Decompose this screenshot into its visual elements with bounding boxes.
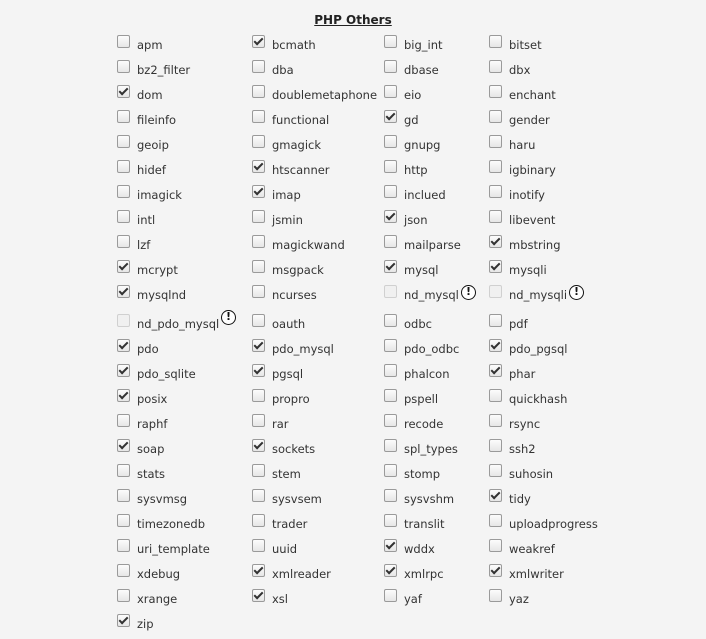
checkbox[interactable] xyxy=(489,314,502,327)
checkbox-label: ssh2 xyxy=(509,442,536,456)
checkbox-label: rar xyxy=(272,417,289,431)
checkbox-label: fileinfo xyxy=(137,113,177,127)
checkbox-label: imap xyxy=(272,188,301,202)
checkbox[interactable] xyxy=(384,185,397,198)
checkbox-label: raphf xyxy=(137,417,168,431)
checkbox[interactable] xyxy=(384,414,397,427)
checkbox-label: htscanner xyxy=(272,163,330,177)
checkbox[interactable] xyxy=(384,235,397,248)
checkbox-label: phalcon xyxy=(404,367,450,381)
checkbox-label: apm xyxy=(137,38,163,52)
checkbox[interactable] xyxy=(384,564,397,577)
checkbox[interactable] xyxy=(489,389,502,402)
checkbox[interactable] xyxy=(117,614,130,627)
checkbox-label: libevent xyxy=(509,213,556,227)
checkbox[interactable] xyxy=(384,314,397,327)
checkbox-label: dom xyxy=(137,88,163,102)
checkbox[interactable] xyxy=(489,210,502,223)
checkbox-label: xsl xyxy=(272,592,288,606)
checkbox-label: spl_types xyxy=(404,442,458,456)
checkbox-label: ncurses xyxy=(272,288,317,302)
checkbox[interactable] xyxy=(252,439,265,452)
checkbox-label: xdebug xyxy=(137,567,181,581)
checkbox-label: intl xyxy=(137,213,156,227)
checkbox[interactable] xyxy=(252,314,265,327)
checkbox[interactable] xyxy=(252,160,265,173)
checkbox-label: mysql xyxy=(404,263,439,277)
checkbox-label: odbc xyxy=(404,317,432,331)
checkbox[interactable] xyxy=(117,60,130,73)
warning-icon: ! xyxy=(461,285,476,300)
checkbox[interactable] xyxy=(489,439,502,452)
checkbox-label: mbstring xyxy=(509,238,561,252)
checkbox-label: dbase xyxy=(404,63,439,77)
checkbox-label: pdo_sqlite xyxy=(137,367,196,381)
checkbox[interactable] xyxy=(117,539,130,552)
checkbox-label: dba xyxy=(272,63,294,77)
checkbox[interactable] xyxy=(252,60,265,73)
checkbox[interactable] xyxy=(489,539,502,552)
checkbox[interactable] xyxy=(384,260,397,273)
checkbox-label: suhosin xyxy=(509,467,554,481)
checkbox-label: bcmath xyxy=(272,38,316,52)
checkbox-label: weakref xyxy=(509,542,555,556)
checkbox-label: translit xyxy=(404,517,445,531)
checkbox-label: wddx xyxy=(404,542,435,556)
checkbox[interactable] xyxy=(117,235,130,248)
checkbox[interactable] xyxy=(117,489,130,502)
checkbox-label: oauth xyxy=(272,317,306,331)
checkbox[interactable] xyxy=(117,439,130,452)
checkbox[interactable] xyxy=(252,35,265,48)
checkbox-label: sysvshm xyxy=(404,492,455,506)
checkbox-label: rsync xyxy=(509,417,541,431)
checkbox[interactable] xyxy=(384,439,397,452)
checkbox[interactable] xyxy=(489,339,502,352)
checkbox xyxy=(384,285,397,298)
checkbox-label: jsmin xyxy=(272,213,303,227)
checkbox-label: pdf xyxy=(509,317,528,331)
checkbox-label: stats xyxy=(137,467,166,481)
checkbox-label: dbx xyxy=(509,63,531,77)
checkbox[interactable] xyxy=(384,85,397,98)
checkbox[interactable] xyxy=(384,60,397,73)
checkbox-label: pdo xyxy=(137,342,159,356)
checkbox[interactable] xyxy=(252,489,265,502)
checkbox-label: mailparse xyxy=(404,238,461,252)
checkbox[interactable] xyxy=(252,514,265,527)
checkbox[interactable] xyxy=(384,135,397,148)
checkbox[interactable] xyxy=(117,185,130,198)
checkbox-label: uuid xyxy=(272,542,298,556)
checkbox xyxy=(117,314,130,327)
checkbox-label: pdo_odbc xyxy=(404,342,460,356)
checkbox-label: pspell xyxy=(404,392,439,406)
checkbox[interactable] xyxy=(252,389,265,402)
checkbox[interactable] xyxy=(489,564,502,577)
checkbox[interactable] xyxy=(117,589,130,602)
checkbox-label: yaz xyxy=(509,592,529,606)
checkbox-label: phar xyxy=(509,367,536,381)
checkbox[interactable] xyxy=(252,364,265,377)
checkbox-label: hidef xyxy=(137,163,166,177)
checkbox-label: doublemetaphone xyxy=(272,88,378,102)
checkbox-label: json xyxy=(404,213,428,227)
checkbox[interactable] xyxy=(117,135,130,148)
checkbox[interactable] xyxy=(489,185,502,198)
checkbox[interactable] xyxy=(489,35,502,48)
checkbox-label: gnupg xyxy=(404,138,441,152)
checkbox-label: inclued xyxy=(404,188,446,202)
checkbox[interactable] xyxy=(489,60,502,73)
checkbox-label: geoip xyxy=(137,138,169,152)
checkbox[interactable] xyxy=(489,235,502,248)
checkbox-label: igbinary xyxy=(509,163,556,177)
checkbox-label: nd_mysql xyxy=(404,288,459,302)
checkbox-label: tidy xyxy=(509,492,531,506)
checkbox[interactable] xyxy=(384,364,397,377)
checkbox[interactable] xyxy=(489,364,502,377)
checkbox-label: haru xyxy=(509,138,536,152)
checkbox[interactable] xyxy=(489,110,502,123)
checkbox[interactable] xyxy=(117,110,130,123)
checkbox-label: bitset xyxy=(509,38,542,52)
checkbox-label: xmlwriter xyxy=(509,567,564,581)
checkbox-label: uploadprogress xyxy=(509,517,598,531)
checkbox-label: yaf xyxy=(404,592,422,606)
checkbox[interactable] xyxy=(384,539,397,552)
warning-icon: ! xyxy=(221,310,236,325)
checkbox[interactable] xyxy=(117,564,130,577)
checkbox[interactable] xyxy=(384,389,397,402)
checkbox[interactable] xyxy=(252,135,265,148)
checkbox[interactable] xyxy=(384,110,397,123)
checkbox[interactable] xyxy=(489,85,502,98)
checkbox-label: gender xyxy=(509,113,550,127)
checkbox[interactable] xyxy=(384,464,397,477)
checkbox-label: mysqli xyxy=(509,263,547,277)
checkbox[interactable] xyxy=(252,564,265,577)
checkbox[interactable] xyxy=(117,260,130,273)
checkbox[interactable] xyxy=(117,160,130,173)
checkbox-label: zip xyxy=(137,617,154,631)
checkbox[interactable] xyxy=(117,35,130,48)
checkbox[interactable] xyxy=(117,285,130,298)
checkbox[interactable] xyxy=(117,210,130,223)
checkbox-label: magickwand xyxy=(272,238,345,252)
checkbox[interactable] xyxy=(252,185,265,198)
checkbox[interactable] xyxy=(252,260,265,273)
checkbox-label: propro xyxy=(272,392,310,406)
checkbox[interactable] xyxy=(384,489,397,502)
checkbox-label: sysvsem xyxy=(272,492,322,506)
checkbox[interactable] xyxy=(117,339,130,352)
checkbox-label: sockets xyxy=(272,442,316,456)
checkbox[interactable] xyxy=(252,210,265,223)
checkbox[interactable] xyxy=(252,414,265,427)
checkbox[interactable] xyxy=(117,389,130,402)
checkbox[interactable] xyxy=(489,464,502,477)
checkbox[interactable] xyxy=(489,414,502,427)
checkbox[interactable] xyxy=(252,539,265,552)
checkbox-label: pdo_mysql xyxy=(272,342,334,356)
checkbox[interactable] xyxy=(489,260,502,273)
checkbox xyxy=(489,285,502,298)
checkbox-label: nd_mysqli xyxy=(509,288,568,302)
checkbox[interactable] xyxy=(252,85,265,98)
checkbox-label: stem xyxy=(272,467,301,481)
checkbox-label: msgpack xyxy=(272,263,324,277)
checkbox[interactable] xyxy=(117,514,130,527)
checkbox-label: xmlrpc xyxy=(404,567,444,581)
checkbox[interactable] xyxy=(489,160,502,173)
checkbox-label: xmlreader xyxy=(272,567,331,581)
checkbox-label: pdo_pgsql xyxy=(509,342,568,356)
checkbox-label: http xyxy=(404,163,428,177)
warning-icon: ! xyxy=(569,285,584,300)
checkbox-label: stomp xyxy=(404,467,441,481)
checkbox-label: gd xyxy=(404,113,419,127)
checkbox[interactable] xyxy=(117,364,130,377)
checkbox-label: xrange xyxy=(137,592,178,606)
checkbox[interactable] xyxy=(384,514,397,527)
checkbox-label: posix xyxy=(137,392,168,406)
checkbox-label: soap xyxy=(137,442,165,456)
checkbox[interactable] xyxy=(117,85,130,98)
checkbox-label: imagick xyxy=(137,188,182,202)
checkbox-label: functional xyxy=(272,113,330,127)
checkbox-label: uri_template xyxy=(137,542,210,556)
checkbox[interactable] xyxy=(384,589,397,602)
checkbox-label: nd_pdo_mysql xyxy=(137,317,220,331)
checkbox[interactable] xyxy=(384,339,397,352)
checkbox[interactable] xyxy=(252,339,265,352)
checkbox-label: mcrypt xyxy=(137,263,178,277)
checkbox[interactable] xyxy=(384,160,397,173)
checkbox-label: enchant xyxy=(509,88,556,102)
checkbox-label: trader xyxy=(272,517,308,531)
checkbox-label: eio xyxy=(404,88,422,102)
checkbox-label: quickhash xyxy=(509,392,568,406)
checkbox-label: sysvmsg xyxy=(137,492,188,506)
section-title: PHP Others xyxy=(314,13,392,27)
checkbox[interactable] xyxy=(252,589,265,602)
checkbox[interactable] xyxy=(384,35,397,48)
checkbox[interactable] xyxy=(117,464,130,477)
checkbox[interactable] xyxy=(252,110,265,123)
checkbox-label: inotify xyxy=(509,188,545,202)
checkbox-label: mysqlnd xyxy=(137,288,187,302)
checkbox-label: recode xyxy=(404,417,444,431)
checkbox[interactable] xyxy=(489,489,502,502)
checkbox[interactable] xyxy=(489,514,502,527)
checkbox[interactable] xyxy=(384,210,397,223)
checkbox[interactable] xyxy=(252,464,265,477)
checkbox-label: big_int xyxy=(404,38,443,52)
checkbox[interactable] xyxy=(252,235,265,248)
checkbox-label: bz2_filter xyxy=(137,63,191,77)
checkbox[interactable] xyxy=(117,414,130,427)
checkbox[interactable] xyxy=(489,589,502,602)
checkbox-label: lzf xyxy=(137,238,151,252)
checkbox[interactable] xyxy=(252,285,265,298)
checkbox[interactable] xyxy=(489,135,502,148)
checkbox-label: pgsql xyxy=(272,367,304,381)
checkbox-label: timezonedb xyxy=(137,517,206,531)
checkbox-label: gmagick xyxy=(272,138,322,152)
